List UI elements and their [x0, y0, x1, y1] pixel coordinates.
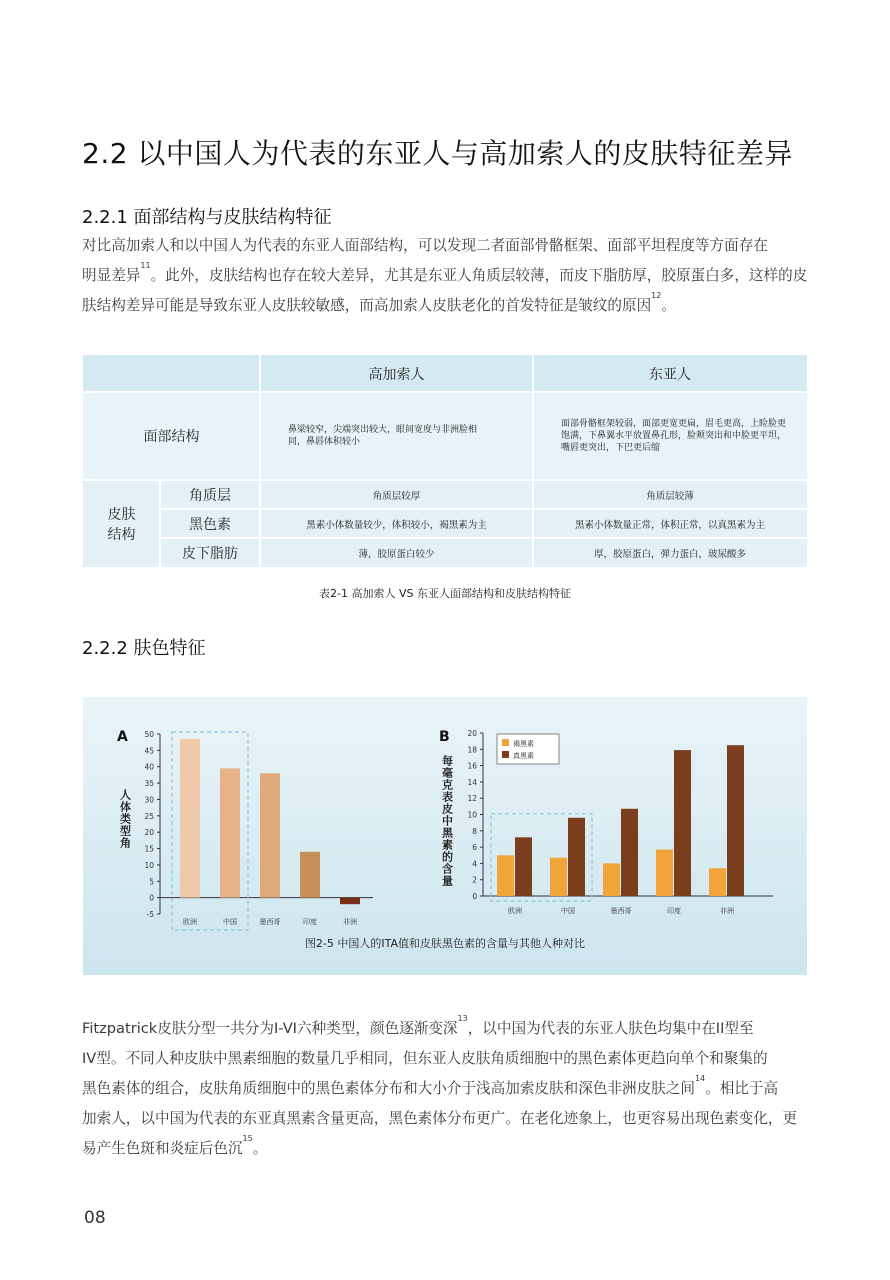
y-axis-label: 每毫克表皮中黑素的含量 — [440, 755, 454, 887]
y-tick-label: 6 — [472, 843, 477, 853]
table-cell: 角质层较厚 — [372, 490, 421, 502]
panel-letter: B — [439, 729, 450, 745]
para-text: 。此外，皮肤结构也存在较大差异，尤其是东亚人角质层较薄，而皮下脂肪厚，胶原蛋白多，这样的皮 — [150, 267, 808, 284]
para-text: 明显差异 — [82, 267, 141, 284]
x-tick-label: 欧洲 — [508, 907, 522, 915]
para-text: ，以中国为代表的东亚人肤色均集中在II型至 — [467, 1020, 754, 1037]
para-text: 对比高加索人和以中国人为代表的东亚人面部结构，可以发现二者面部骨骼框架、面部平坦程度等方面存在 — [82, 237, 768, 254]
x-tick-label: 中国 — [223, 918, 237, 926]
x-tick-label: 非洲 — [343, 918, 357, 926]
para-text: 易产生色斑和炎症后色沉 — [82, 1140, 243, 1157]
row-group-skin — [83, 480, 160, 567]
table-divider — [83, 479, 807, 481]
y-tick-label: 10 — [467, 810, 477, 820]
para-text: 。 — [252, 1140, 268, 1157]
x-tick-label: 中国 — [561, 907, 575, 915]
x-tick-label: 墨西哥 — [259, 918, 281, 926]
table-cell: 薄，胶原蛋白较少 — [358, 548, 435, 560]
table-caption: 表2-1 高加索人 VS 东亚人面部结构和皮肤结构特征 — [319, 587, 571, 600]
table-divider — [83, 391, 807, 393]
y-tick-label: 25 — [144, 811, 154, 821]
col-header-caucasian: 高加索人 — [260, 355, 533, 392]
panel-letter: A — [117, 729, 128, 745]
bar-印度-真黑素 — [674, 750, 691, 896]
y-tick-label: 18 — [467, 745, 477, 755]
y-tick-label: 16 — [467, 761, 477, 771]
bar-中国 — [220, 768, 240, 897]
bar-非洲-褐黑素 — [709, 868, 726, 896]
legend-swatch — [502, 751, 509, 758]
page-number: 08 — [84, 1208, 106, 1228]
y-tick-label: -5 — [146, 910, 154, 919]
y-tick-label: 8 — [472, 826, 477, 836]
y-tick-label: 30 — [144, 795, 154, 805]
y-axis-label: 人体类型角 — [118, 789, 132, 849]
y-tick-label: 14 — [467, 777, 477, 787]
citation: 13 — [457, 1014, 468, 1023]
table-divider — [532, 355, 534, 567]
bar-欧洲-真黑素 — [515, 837, 532, 896]
bar-墨西哥 — [260, 773, 280, 897]
y-tick-label: 20 — [144, 828, 154, 838]
row-label-melanin: 黑色素 — [189, 516, 231, 533]
bar-印度-褐黑素 — [656, 850, 673, 896]
y-tick-label: 5 — [149, 877, 154, 887]
bar-非洲-真黑素 — [727, 745, 744, 896]
y-tick-label: 0 — [472, 892, 477, 901]
section-paragraph-structure — [82, 231, 810, 321]
bar-墨西哥-褐黑素 — [603, 863, 620, 896]
para-text: 。相比于高 — [705, 1080, 779, 1097]
bar-墨西哥-真黑素 — [621, 809, 638, 896]
legend-swatch — [502, 739, 509, 746]
para-text: 黑色素体的组合，皮肤角质细胞中的黑色素体分布和大小介于浅高加索皮肤和深色非洲皮肤之间 — [82, 1080, 695, 1097]
table-cell: 角质层较薄 — [646, 490, 694, 502]
figure-caption: 图2-5 中国人的ITA值和皮肤黑色素的含量与其他人种对比 — [304, 937, 586, 950]
y-tick-label: 45 — [144, 746, 154, 756]
citation: 12 — [651, 291, 662, 300]
x-tick-label: 墨西哥 — [610, 907, 632, 915]
y-tick-label: 0 — [149, 893, 154, 903]
table-divider — [159, 480, 161, 567]
legend-label: 真黑素 — [513, 752, 534, 760]
figure-charts — [83, 697, 807, 975]
cell-face-eastasian: 面部骨骼框架较弱，面部更宽更扁，眉毛更高，上睑脸更饱满，下鼻翼水平放置鼻孔形，脸颊突出和中脸更平坦，嘴唇更突出，下巴更后缩 — [561, 419, 787, 453]
row-label-stratum: 角质层 — [189, 487, 231, 504]
bar-中国-褐黑素 — [550, 858, 567, 896]
figure-skin-color — [83, 697, 807, 975]
y-tick-label: 15 — [144, 844, 154, 854]
section-paragraph-skincolor — [82, 1014, 810, 1164]
citation: 11 — [140, 261, 151, 270]
y-tick-label: 4 — [472, 859, 477, 869]
section-heading-structure: 2.2.1 面部结构与皮肤结构特征 — [82, 207, 332, 228]
bar-非洲 — [340, 898, 360, 905]
y-tick-label: 12 — [467, 794, 477, 804]
para-text: 加索人，以中国为代表的东亚真黑素含量更高，黑色素体分布更广。在老化迹象上，也更容易出现色素变化，更 — [82, 1110, 798, 1127]
para-text: 。 — [661, 297, 676, 314]
page-title: 2.2 以中国人为代表的东亚人与高加索人的皮肤特征差异 — [82, 137, 793, 170]
row-group-label: 结构 — [107, 526, 136, 543]
citation: 14 — [694, 1074, 706, 1083]
x-tick-label: 印度 — [303, 918, 317, 926]
table-cell: 厚，胶原蛋白，弹力蛋白，玻尿酸多 — [593, 548, 746, 560]
x-tick-label: 非洲 — [720, 907, 734, 915]
x-tick-label: 欧洲 — [183, 918, 197, 926]
para-text: 肤结构差异可能是导致东亚人皮肤较敏感，而高加索人皮肤老化的首发特征是皱纹的原因 — [82, 297, 652, 314]
bar-欧洲 — [180, 739, 200, 898]
comparison-table — [83, 355, 807, 567]
x-tick-label: 印度 — [667, 907, 681, 915]
y-tick-label: 35 — [144, 779, 154, 789]
cell-face-caucasian: 鼻梁较窄，尖端突出较大，眼间宽度与非洲脸相同，鼻唇体积较小 — [288, 425, 478, 447]
table-cell: 黑素小体数量较少，体积较小，褐黑素为主 — [306, 519, 487, 531]
y-tick-label: 20 — [467, 729, 477, 738]
y-tick-label: 10 — [144, 860, 154, 870]
y-tick-label: 50 — [144, 730, 154, 739]
citation: 15 — [242, 1134, 253, 1143]
bar-中国-真黑素 — [568, 818, 585, 896]
para-text: Fitzpatrick皮肤分型一共分为I-VI六种类型，颜色逐渐变深 — [82, 1020, 458, 1037]
section-heading-skincolor: 2.2.2 肤色特征 — [82, 638, 206, 659]
bar-欧洲-褐黑素 — [497, 855, 514, 896]
row-label-fat: 皮下脂肪 — [182, 545, 238, 562]
table-divider — [160, 508, 807, 510]
para-text: IV型。不同人种皮肤中黑素细胞的数量几乎相同，但东亚人皮肤角质细胞中的黑色素体更趋向单个和聚集的 — [82, 1050, 768, 1067]
row-group-label: 皮肤 — [107, 506, 136, 523]
bar-印度 — [300, 852, 320, 898]
table-divider — [259, 355, 261, 567]
table-cell: 黑素小体数量正常，体积正常，以真黑素为主 — [574, 519, 765, 531]
col-header-eastasian: 东亚人 — [533, 355, 807, 392]
legend-label: 褐黑素 — [513, 740, 534, 748]
row-label-face: 面部结构 — [143, 429, 200, 445]
y-tick-label: 40 — [144, 762, 154, 772]
table-divider — [160, 537, 807, 539]
y-tick-label: 2 — [472, 875, 477, 885]
